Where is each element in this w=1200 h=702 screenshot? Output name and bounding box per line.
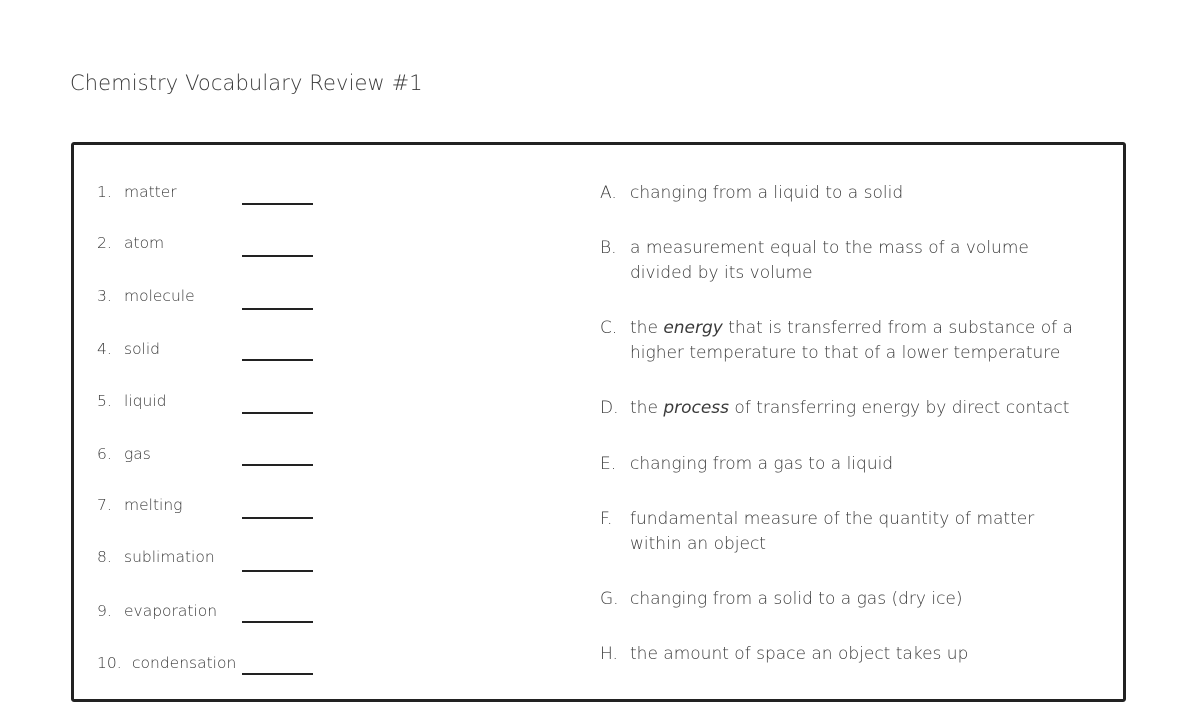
term-word: atom: [124, 234, 165, 252]
definition-text: the amount of space an object takes up: [630, 644, 969, 664]
definition-item: [600, 642, 968, 667]
answer-blank[interactable]: [242, 308, 313, 310]
term-number: 9.: [97, 602, 112, 620]
term-word: condensation: [132, 654, 237, 672]
definition-item: [600, 181, 903, 206]
definition-letter: E.: [600, 454, 617, 474]
term-word: matter: [124, 183, 177, 201]
definition-emphasis: energy: [663, 318, 723, 338]
term-number: 1.: [97, 183, 112, 201]
matching-box: [71, 142, 1126, 702]
definition-item: [600, 396, 1069, 421]
answer-blank[interactable]: [242, 255, 313, 257]
term-number: 10.: [97, 654, 122, 672]
definition-letter: D.: [600, 398, 619, 418]
definition-emphasis: process: [663, 398, 730, 418]
term-item: [97, 392, 166, 410]
answer-blank[interactable]: [242, 570, 313, 572]
definition-text: fundamental measure of the quantity of matter: [630, 509, 1035, 529]
term-number: 8.: [97, 548, 112, 566]
definition-text: a measurement equal to the mass of a volume: [630, 238, 1029, 258]
page-title: Chemistry Vocabulary Review #1: [70, 71, 423, 95]
definition-letter: G.: [600, 589, 619, 609]
answer-blank[interactable]: [242, 464, 313, 466]
definition-text-continued: divided by its volume: [630, 263, 813, 283]
definition-letter: C.: [600, 318, 618, 338]
definition-text: the: [630, 398, 664, 418]
definition-text: changing from a gas to a liquid: [630, 454, 894, 474]
term-item: [97, 234, 164, 252]
definition-text: that is transferred from a substance of a: [722, 318, 1073, 338]
term-word: melting: [124, 496, 183, 514]
term-number: 3.: [97, 287, 112, 305]
definition-letter: H.: [600, 644, 618, 664]
term-item: [97, 496, 182, 514]
term-word: solid: [124, 340, 161, 358]
term-item: [97, 287, 195, 305]
definition-item: [600, 452, 893, 477]
answer-blank[interactable]: [242, 412, 313, 414]
term-item: [97, 340, 160, 358]
term-number: 4.: [97, 340, 112, 358]
term-number: 6.: [97, 445, 112, 463]
term-item: [97, 445, 151, 463]
definition-item: [600, 507, 1034, 557]
term-item: [97, 548, 215, 566]
answer-blank[interactable]: [242, 203, 313, 205]
answer-blank[interactable]: [242, 517, 313, 519]
term-number: 7.: [97, 496, 112, 514]
definition-text: changing from a liquid to a solid: [630, 183, 904, 203]
definition-text: changing from a solid to a gas (dry ice): [630, 589, 963, 609]
definition-text-continued: within an object: [630, 534, 766, 554]
definition-letter: A.: [600, 183, 617, 203]
definition-text: the: [630, 318, 664, 338]
definition-text-continued: higher temperature to that of a lower temperature: [630, 343, 1061, 363]
term-item: [97, 183, 177, 201]
term-word: gas: [124, 445, 151, 463]
definition-text: of transferring energy by direct contact: [729, 398, 1070, 418]
term-item: [97, 654, 236, 672]
term-item: [97, 602, 217, 620]
term-word: liquid: [124, 392, 167, 410]
definition-letter: F.: [600, 509, 613, 529]
definition-letter: B.: [600, 238, 617, 258]
term-word: evaporation: [124, 602, 218, 620]
term-number: 2.: [97, 234, 112, 252]
definition-item: [600, 316, 1073, 366]
answer-blank[interactable]: [242, 359, 313, 361]
term-word: sublimation: [124, 548, 215, 566]
definition-item: [600, 587, 963, 612]
term-number: 5.: [97, 392, 112, 410]
term-word: molecule: [124, 287, 195, 305]
definition-item: [600, 236, 1029, 286]
answer-blank[interactable]: [242, 621, 313, 623]
